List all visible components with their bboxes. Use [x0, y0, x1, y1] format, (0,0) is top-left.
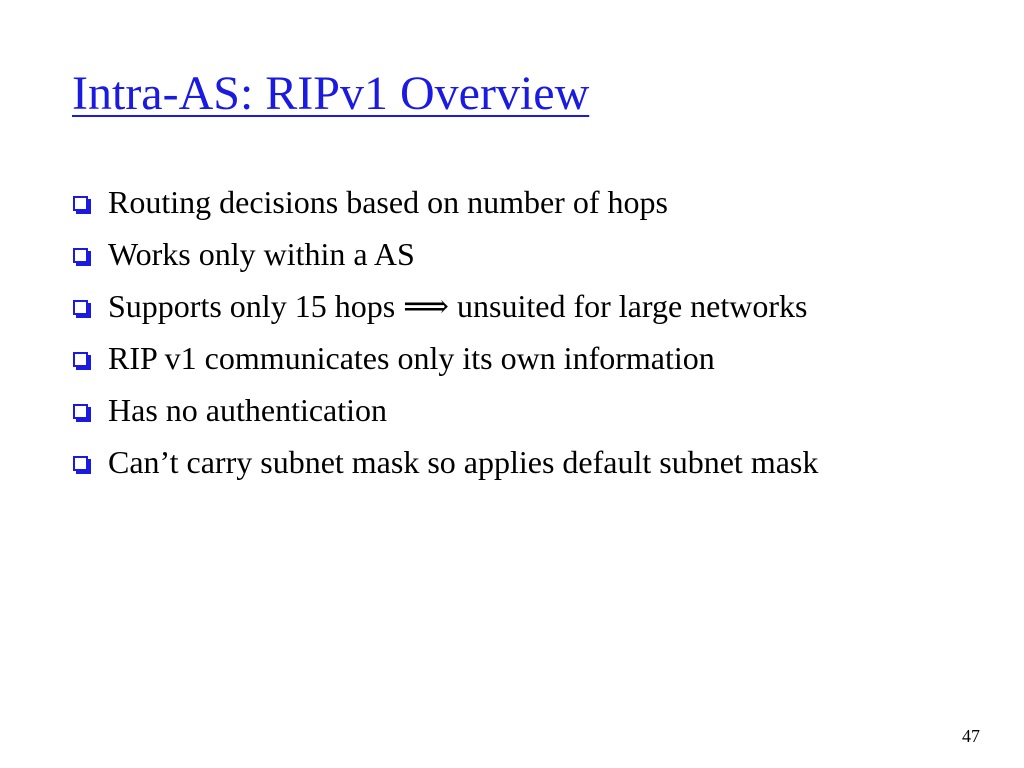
- bullet-text: Routing decisions based on number of hops: [108, 184, 668, 220]
- hollow-square-bullet-icon: [73, 196, 88, 211]
- slide-title: Intra-AS: RIPv1 Overview: [72, 67, 590, 120]
- hollow-square-bullet-icon: [73, 404, 88, 419]
- bullet-item: [72, 340, 992, 376]
- bullet-list: [72, 184, 992, 496]
- bullet-item: [72, 236, 992, 272]
- bullet-text: Works only within a AS: [108, 236, 415, 272]
- bullet-item: [72, 184, 992, 220]
- bullet-text: Has no authentication: [108, 392, 388, 428]
- bullet-text: Supports only 15 hops ⟹ unsuited for large networks: [108, 288, 808, 324]
- page-number: 47: [962, 726, 980, 746]
- bullet-item: [72, 444, 992, 480]
- bullet-item: [72, 288, 992, 324]
- bullet-text: Can’t carry subnet mask so applies default subnet mask: [108, 444, 819, 480]
- hollow-square-bullet-icon: [73, 352, 88, 367]
- hollow-square-bullet-icon: [73, 248, 88, 263]
- hollow-square-bullet-icon: [73, 456, 88, 471]
- bullet-item: [72, 392, 992, 428]
- bullet-text: RIP v1 communicates only its own information: [108, 340, 715, 376]
- hollow-square-bullet-icon: [73, 300, 88, 315]
